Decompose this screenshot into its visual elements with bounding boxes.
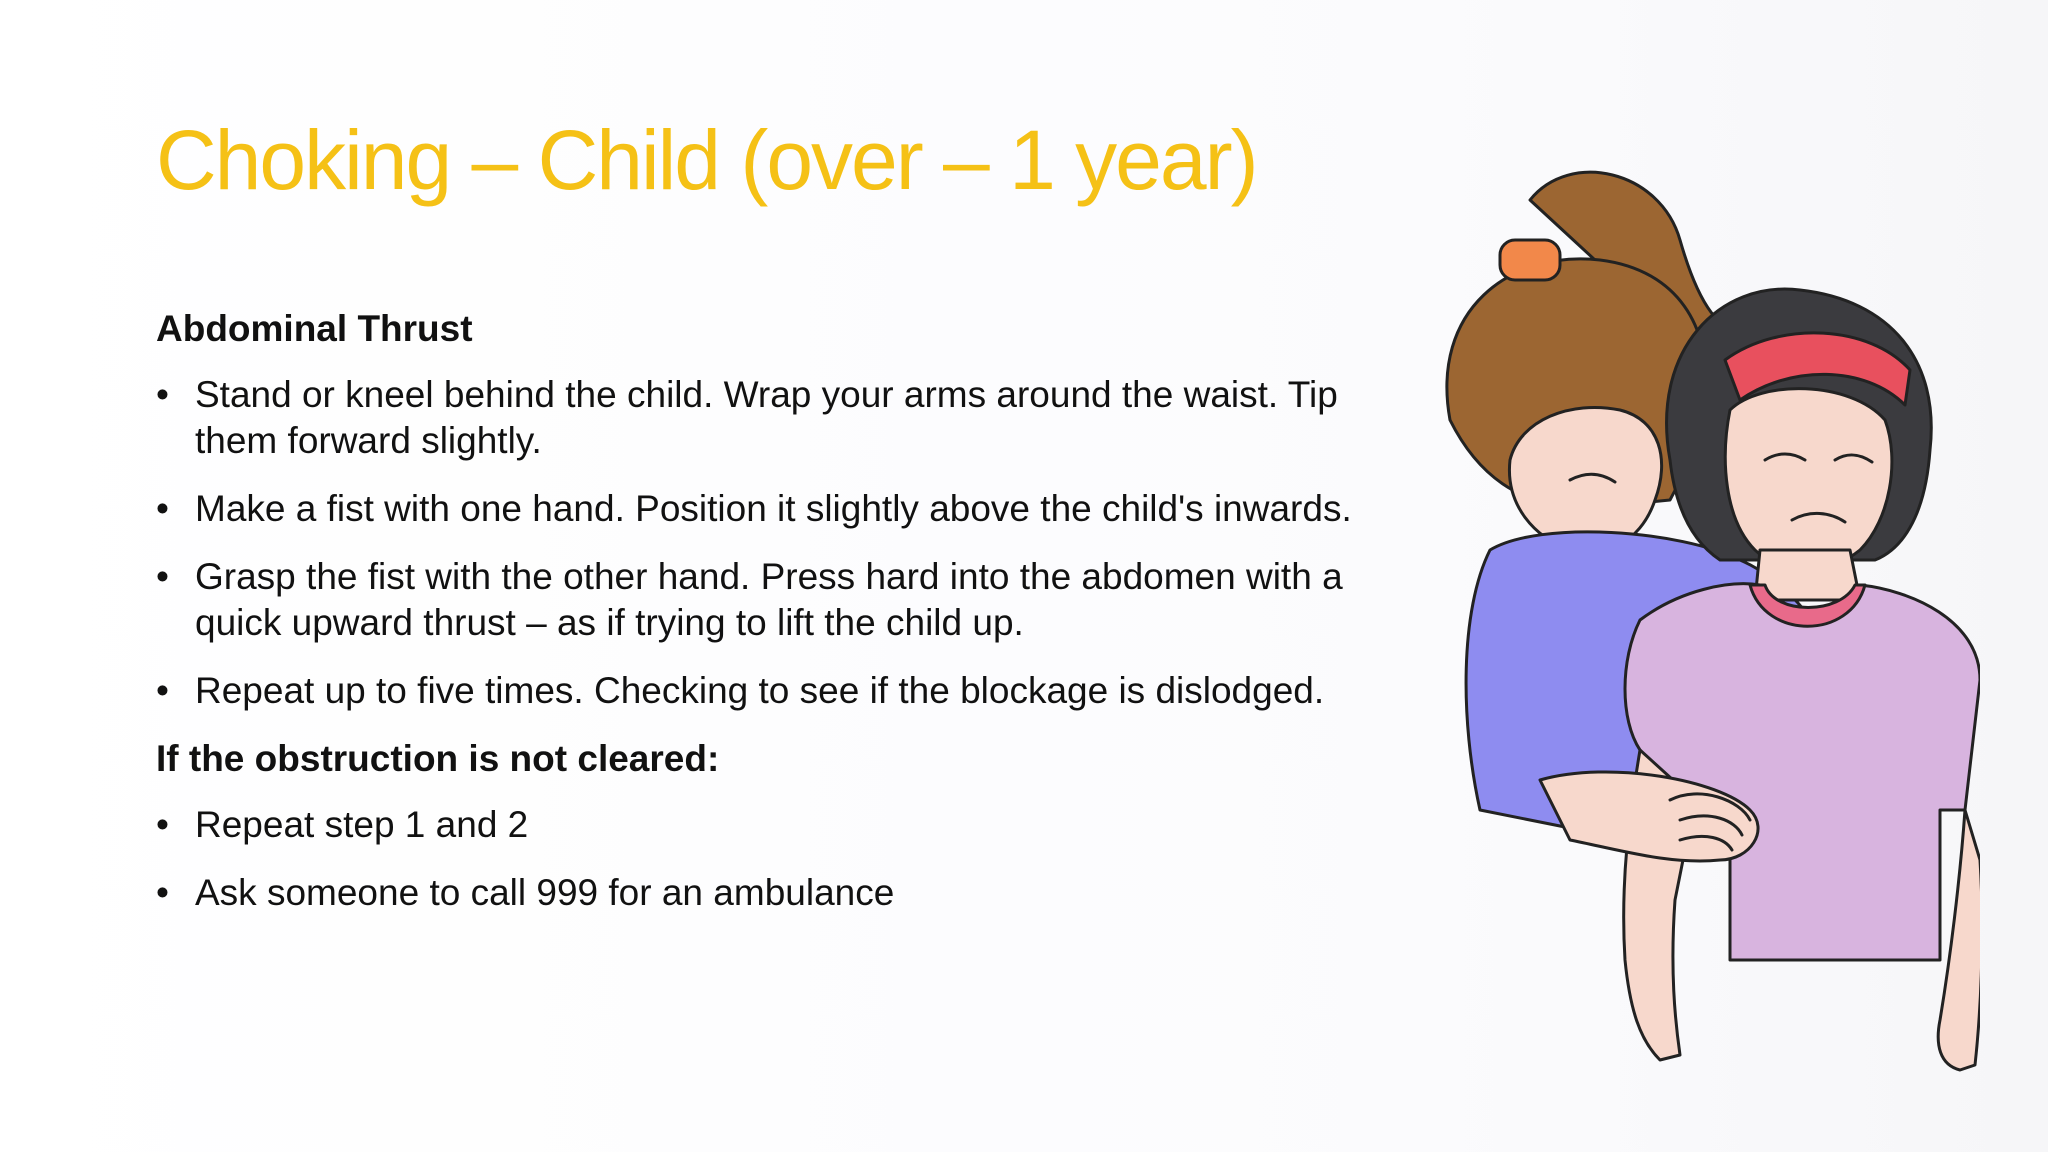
list-item — [156, 870, 1396, 916]
list-item — [156, 554, 1396, 646]
child-right-arm — [1938, 810, 1980, 1070]
bullet: • — [156, 488, 169, 529]
list-item-text: Repeat up to five times. Checking to see if the blockage is dislodged. — [195, 670, 1325, 711]
slide-title: Choking – Child (over – 1 year) — [156, 113, 1257, 207]
slide-content — [156, 306, 1396, 938]
list-item-text: Make a fist with one hand. Position it slightly above the child's inwards. — [195, 488, 1352, 529]
abdominal-thrust-steps — [156, 372, 1396, 714]
list-item — [156, 802, 1396, 848]
child-face — [1725, 389, 1892, 569]
not-cleared-steps — [156, 802, 1396, 916]
list-item — [156, 372, 1396, 464]
list-item-text: Grasp the fist with the other hand. Press hard into the abdomen with a quick upward thrust – as if trying to lift the child up. — [195, 556, 1343, 643]
bullet: • — [156, 374, 169, 415]
bullet: • — [156, 872, 169, 913]
bullet: • — [156, 804, 169, 845]
section-heading-abdominal-thrust: Abdominal Thrust — [156, 308, 473, 349]
bullet: • — [156, 670, 169, 711]
list-item-text: Repeat step 1 and 2 — [195, 804, 529, 845]
bullet: • — [156, 556, 169, 597]
list-item-text: Ask someone to call 999 for an ambulance — [195, 872, 895, 913]
list-item — [156, 668, 1396, 714]
list-item-text: Stand or kneel behind the child. Wrap your arms around the waist. Tip them forward slightly. — [195, 374, 1338, 461]
child-shirt — [1625, 584, 1980, 960]
hair-tie-icon — [1500, 240, 1560, 280]
section-heading-not-cleared: If the obstruction is not cleared: — [156, 738, 720, 779]
abdominal-thrust-illustration — [1420, 160, 1980, 1120]
list-item — [156, 486, 1396, 532]
